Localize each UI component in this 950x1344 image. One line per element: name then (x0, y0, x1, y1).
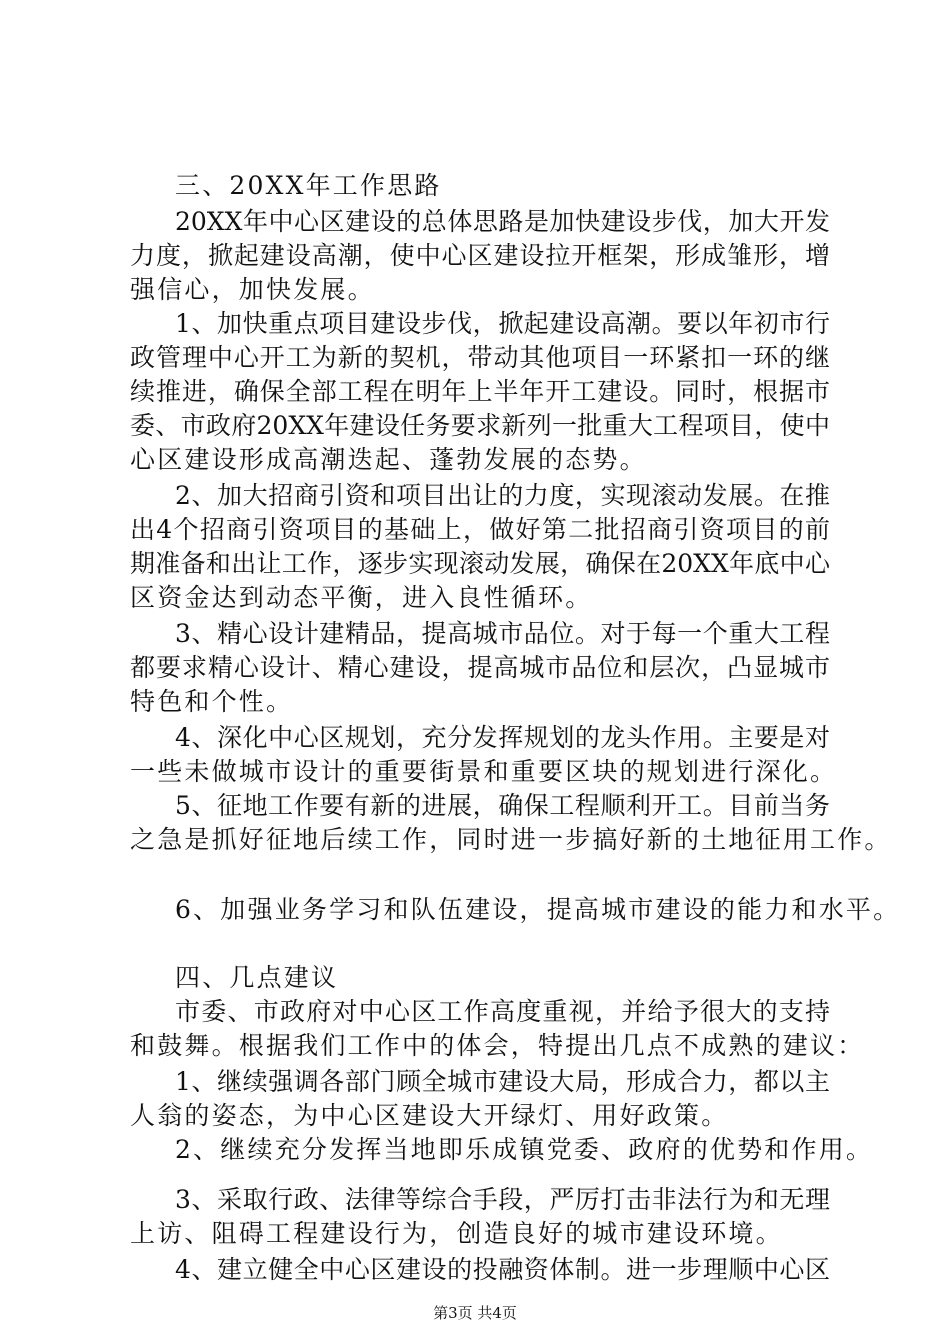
paragraph-line: 3、采取行政、法律等综合手段，严厉打击非法行为和无理 (175, 1185, 830, 1214)
section-heading-3: 三、20XX年工作思路 (175, 171, 442, 200)
paragraph-line: 2、加大招商引资和项目出让的力度，实现滚动发展。在推 (175, 481, 830, 510)
paragraph-line: 区资金达到动态平衡，进入良性循环。 (130, 583, 593, 612)
paragraph-line: 1、加快重点项目建设步伐，掀起建设高潮。要以年初市行 (175, 309, 830, 338)
paragraph-line: 人翁的姿态，为中心区建设大开绿灯、用好政策。 (130, 1101, 729, 1130)
paragraph-line: 特色和个性。 (130, 687, 294, 716)
paragraph-line: 一些未做城市设计的重要街景和重要区块的规划进行深化。 (130, 757, 838, 786)
paragraph-line: 委、市政府20XX年建设任务要求新列一批重大工程项目，使中 (130, 411, 830, 440)
paragraph-line: 5、征地工作要有新的进展，确保工程顺利开工。目前当务 (175, 791, 830, 820)
paragraph-line: 4、建立健全中心区建设的投融资体制。进一步理顺中心区 (175, 1255, 830, 1284)
paragraph-line: 之急是抓好征地后续工作，同时进一步搞好新的土地征用工作。 (130, 825, 892, 854)
section-heading-4: 四、几点建议 (175, 963, 339, 992)
paragraph-line: 期准备和出让工作，逐步实现滚动发展，确保在20XX年底中心 (130, 549, 830, 578)
paragraph-line: 4、深化中心区规划，充分发挥规划的龙头作用。主要是对 (175, 723, 830, 752)
paragraph-line: 力度，掀起建设高潮，使中心区建设拉开框架，形成雏形，增 (130, 241, 830, 270)
paragraph-line: 都要求精心设计、精心建设，提高城市品位和层次，凸显城市 (130, 653, 830, 682)
paragraph-line: 6、加强业务学习和队伍建设，提高城市建设的能力和水平。 (175, 895, 901, 924)
paragraph-line: 1、继续强调各部门顾全城市建设大局，形成合力，都以主 (175, 1067, 830, 1096)
paragraph-line: 2、继续充分发挥当地即乐成镇党委、政府的优势和作用。 (175, 1135, 874, 1164)
paragraph-line: 心区建设形成高潮迭起、蓬勃发展的态势。 (130, 445, 647, 474)
paragraph-line: 出4个招商引资项目的基础上，做好第二批招商引资项目的前 (130, 515, 830, 544)
paragraph-line: 政管理中心开工为新的契机，带动其他项目一环紧扣一环的继 (130, 343, 830, 372)
page-footer: 第3页 共4页 (433, 1304, 517, 1322)
paragraph-line: 强信心，加快发展。 (130, 275, 375, 304)
paragraph-line: 和鼓舞。根据我们工作中的体会，特提出几点不成熟的建议： (130, 1031, 865, 1060)
paragraph-line: 续推进，确保全部工程在明年上半年开工建设。同时，根据市 (130, 377, 830, 406)
paragraph-line: 市委、市政府对中心区工作高度重视，并给予很大的支持 (175, 997, 830, 1026)
paragraph-line: 20XX年中心区建设的总体思路是加快建设步伐，加大开发 (175, 207, 830, 236)
paragraph-line: 3、精心设计建精品，提高城市品位。对于每一个重大工程 (175, 619, 830, 648)
paragraph-line: 上访、阻碍工程建设行为，创造良好的城市建设环境。 (130, 1219, 783, 1248)
